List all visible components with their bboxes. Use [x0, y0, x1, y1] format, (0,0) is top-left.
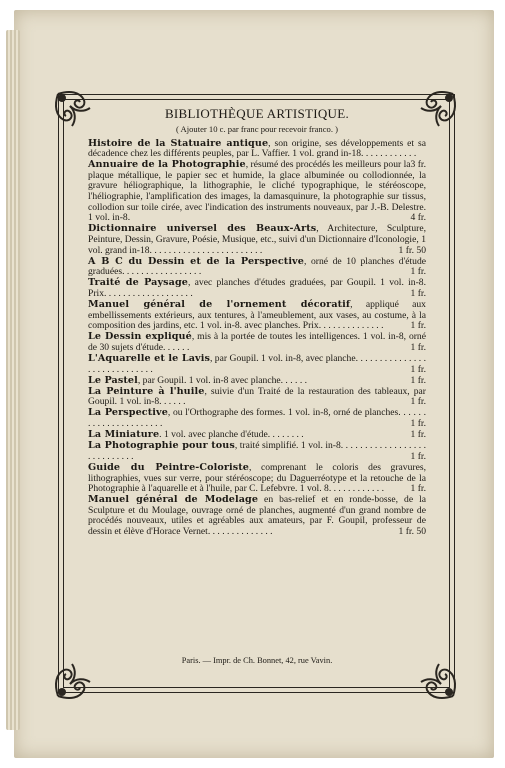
book-entry	[88, 278, 426, 299]
catalogue-content	[88, 106, 426, 538]
book-entry	[88, 224, 426, 256]
book-title: Annuaire de la Photographie	[88, 159, 246, 171]
book-description: , par Goupil. 1 vol. in-8, avec planche. . . . . . . . . . . . . . . . . . . . . . . . . . . . .	[88, 352, 427, 375]
book-title: La Photographie pour tous	[88, 440, 235, 452]
shipping-note: ( Ajouter 10 c. par franc pour recevoir franco. )	[175, 124, 338, 134]
book-price: 1 fr.	[410, 320, 426, 332]
book-price: 1 fr.	[410, 266, 426, 278]
page-edges	[6, 30, 20, 730]
book-description: , traité simplifié. 1 vol. in-8. . . . . . . . . . . . . . . . . . . . . . . . . . . .	[88, 440, 426, 462]
book-entry	[88, 354, 426, 375]
book-title: Histoire de la Statuaire antique	[88, 137, 269, 149]
book-description: , résumé des procédés les meilleurs pour la plaque métallique, le papier sec et humide, la glace albuminée ou collodionnée, la gravure héliographique, la lithographie, le cliché typographique, le stéréoscope, l'héliographie, l'amplification des images, la damasquinure, la photographie sur tissus, collodion sur toile cirée, avec l'indication des instruments nouveaux, par J.-B. Delestre. 1 vol. in-8.	[88, 159, 426, 224]
book-price: 1 fr.	[410, 450, 426, 462]
book-entry	[88, 376, 426, 387]
book-list	[88, 139, 426, 538]
book-price: 1 fr.	[410, 374, 426, 386]
book-description: , orné de 10 planches d'étude graduées. . . . . . . . . . . . . . . . .	[88, 255, 426, 278]
book-description: , mis à la portée de toutes les intelligences. 1 vol. in-8, orné de 30 sujets d'étude. . . . . .	[88, 331, 426, 353]
book-description: , son origine, ses développements et sa décadence chez les différents peuples, par L. Vaffier. 1 vol. grand in-18. . . . . . . . . . . .	[88, 137, 426, 160]
book-price: 1 fr.	[410, 363, 426, 375]
book-entry	[88, 300, 426, 332]
book-title: La Perspective	[88, 407, 168, 419]
book-description: , ou l'Orthographe des formes. 1 vol. in-8, orné de planches. . . . . . . . . . . . . . . . . . . . . .	[88, 407, 426, 430]
book-description: , avec planches d'études graduées, par Goupil. 1 vol. in-8. Prix. . . . . . . . . . . . . . . . . . .	[88, 277, 426, 299]
book-price: 1 fr.	[410, 396, 426, 408]
page-title: BIBLIOTHÈQUE ARTISTIQUE.	[164, 106, 350, 121]
book-description: , par Goupil. 1 vol. in-8 avec planche. . . . . .	[137, 374, 308, 386]
book-price: 1 fr.	[410, 418, 426, 430]
printer-imprint: Paris. — Impr. de Ch. Bonnet, 42, rue Vavin.	[181, 656, 333, 665]
book-price: 1 fr.	[410, 483, 426, 495]
book-title: Le Pastel	[88, 374, 138, 386]
book-price: 4 fr.	[410, 212, 426, 224]
book-price: 1 fr.	[410, 341, 426, 353]
book-title: Manuel général de Modelage	[88, 494, 259, 506]
book-title: Dictionnaire universel des Beaux-Arts	[88, 223, 317, 235]
book-entry	[88, 387, 426, 408]
book-title: Guide du Peintre-Coloriste	[88, 461, 249, 473]
book-price: 1 fr.	[410, 429, 426, 441]
book-title: A B C du Dessin et de la Perspective	[88, 255, 304, 267]
book-price: 1 fr.	[410, 287, 426, 299]
book-price: 1 fr. 50	[398, 525, 426, 537]
book-description: , suivie d'un Traité de la restauration des tableaux, par Goupil. 1 vol. in-8. . . . . .	[88, 385, 427, 408]
book-entry	[88, 160, 426, 224]
book-description: en bas-relief et en ronde-bosse, de la Sculpture et du Moulage, ouvrage orné de planches, augmenté d'un grand nombre de procédés nouveaux, utiles et agréables aux amateurs, par F. Goupil, professeur de dessin et élève d'Horace Vernet. . . . . . . . . . . . . .	[88, 494, 426, 537]
book-title: Le Dessin expliqué	[88, 331, 192, 343]
book-entry	[88, 495, 426, 537]
book-entry	[88, 430, 426, 441]
book-price: 1 fr. 50	[398, 244, 426, 256]
book-entry	[88, 257, 426, 278]
book-description: . 1 vol. avec planche d'étude. . . . . . . .	[159, 429, 304, 441]
book-entry	[88, 332, 426, 353]
book-description: , comprenant le coloris des gravures, lithographies, vues sur verre, pour stéréoscope; du Daguerréotype et la retouche de la Photographie à l'aquarelle et à l'huile, par C. Lefebvre. 1 vol. 8. . . . . . . . . . . .	[88, 461, 426, 495]
book-title: Traité de Paysage	[88, 277, 188, 289]
book-title: L'Aquarelle et le Lavis	[88, 352, 210, 364]
book-description: , Architecture, Sculpture, Peinture, Dessin, Gravure, Poésie, Musique, etc., suivi d'un Dictionnaire d'Iconologie, 1 vol. grand in-18. . . . . . . . . . . . . . . . . . . . . . . .	[88, 223, 426, 256]
book-entry	[88, 463, 426, 495]
book-entry	[88, 408, 426, 429]
book-price: 3 fr.	[410, 158, 426, 170]
book-entry	[88, 441, 426, 462]
book-description: , appliqué aux embellissements extérieurs, aux tentures, à l'ameublement, aux vases, au costume, à la composition des jardins, etc. 1 vol. in-8. avec planches. Prix. . . . . . . . . . . . . .	[88, 299, 426, 332]
book-title: La Peinture à l'huile	[88, 385, 205, 397]
book-title: Manuel général de l'ornement décoratif	[88, 299, 351, 310]
book-title: La Miniature	[88, 429, 160, 441]
